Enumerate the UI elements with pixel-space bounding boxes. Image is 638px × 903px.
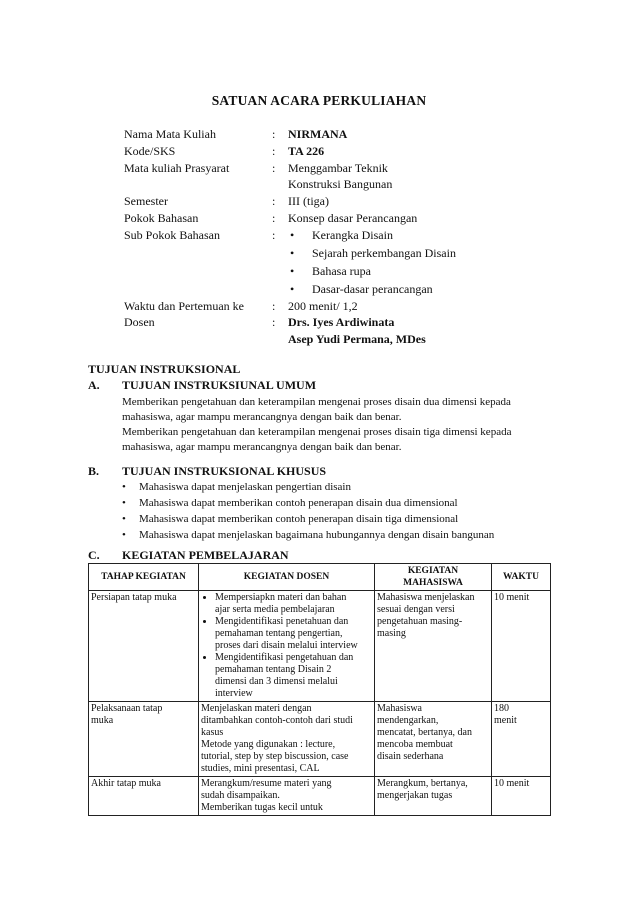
cell-line: dimensi dan 3 dimensi melalui (215, 676, 338, 687)
list-item (215, 652, 372, 700)
subtopic-item: Kerangka Disain (312, 228, 393, 242)
cell-line: sudah disampaikan. (201, 790, 280, 801)
cell-line: Metode yang digunakan : lecture, (201, 739, 336, 750)
section-letter-a: A. (88, 378, 100, 392)
cell-line: • Mempersiapkn materi dan bahan (215, 592, 347, 603)
bullet-icon: • (290, 282, 295, 296)
cell-line: pengetahuan masing- (377, 616, 463, 627)
table-row (89, 591, 551, 702)
cell-line: Mahasiswa menjelaskan (377, 592, 475, 603)
cell-line: 180 (494, 703, 509, 714)
table-cell-time: 10 menit (492, 591, 551, 702)
bullet-icon: • (290, 246, 295, 260)
info-value: Drs. Iyes Ardiwinata (288, 315, 395, 329)
table-cell-student-activity (375, 702, 492, 777)
cell-line: mengerjakan tugas (377, 790, 453, 801)
cell-line: pemahaman tentang pengertian, (215, 628, 343, 639)
table-cell-stage: Persiapan tatap muka (89, 591, 199, 702)
cell-line: masing (377, 628, 406, 639)
list-item (215, 616, 372, 652)
cell-line: Menjelaskan materi dengan (201, 703, 312, 714)
info-colon: : (272, 127, 276, 141)
info-colon: : (272, 299, 276, 313)
table-cell-time: 10 menit (492, 777, 551, 816)
bullet-icon: • (122, 497, 126, 509)
general-objective-line: mahasiswa, agar mampu merancangnya dengan baik dan benar. (122, 441, 402, 453)
bullet-icon: • (290, 228, 295, 242)
info-value: Konsep dasar Perancangan (288, 211, 418, 225)
specific-objective-text: Mahasiswa dapat menjelaskan pengertian disain (139, 481, 351, 493)
info-colon: : (272, 194, 276, 208)
section-heading-activities: KEGIATAN PEMBELAJARAN (122, 548, 289, 562)
cell-line: • Mengidentifikasi penetahuan dan (215, 616, 349, 627)
info-colon: : (272, 211, 276, 225)
cell-line: kasus (201, 727, 224, 738)
cell-line: Merangkum/resume materi yang (201, 778, 332, 789)
bullet-icon: • (122, 529, 126, 541)
info-colon: : (272, 161, 276, 175)
specific-objective-text: Mahasiswa dapat memberikan contoh penerapan disain tiga dimensional (139, 513, 459, 525)
table-header-row (89, 564, 551, 591)
cell-line: sesuai dengan versi (377, 604, 455, 615)
subtopic-item: Dasar-dasar perancangan (312, 282, 433, 296)
info-label: Semester (124, 194, 168, 208)
cell-line: Mahasiswa (377, 703, 422, 714)
table-cell-lecturer-activity (199, 702, 375, 777)
subtopic-item: Sejarah perkembangan Disain (312, 246, 456, 260)
cell-line: mencoba membuat (377, 739, 453, 750)
info-label: Pokok Bahasan (124, 211, 199, 225)
info-colon: : (272, 315, 276, 329)
cell-line: mencatat, bertanya, dan (377, 727, 472, 738)
info-label: Dosen (124, 315, 155, 329)
table-cell-stage (89, 702, 199, 777)
info-value: Konstruksi Bangunan (288, 177, 393, 191)
column-header: WAKTU (492, 564, 551, 591)
list-item (215, 592, 372, 616)
info-label: Kode/SKS (124, 144, 176, 158)
cell-line: disain sederhana (377, 751, 444, 762)
cell-line: ditambahkan contoh-contoh dari studi (201, 715, 353, 726)
section-heading-objectives: TUJUAN INSTRUKSIONAL (88, 362, 241, 376)
info-label: Nama Mata Kuliah (124, 127, 216, 141)
cell-line: Merangkum, bertanya, (377, 778, 468, 789)
table-cell-lecturer-activity (199, 591, 375, 702)
bullet-icon: • (290, 264, 295, 278)
section-letter-c: C. (88, 548, 100, 562)
cell-line: ajar serta media pembelajaran (215, 604, 335, 615)
info-colon: : (272, 228, 276, 242)
table-cell-student-activity (375, 591, 492, 702)
cell-line: menit (494, 715, 517, 726)
page-title: SATUAN ACARA PERKULIAHAN (211, 93, 427, 108)
cell-line: pemahaman tentang Disain 2 (215, 664, 332, 675)
table-cell-lecturer-activity (199, 777, 375, 816)
info-value: Asep Yudi Permana, MDes (288, 332, 426, 346)
info-value: TA 226 (288, 144, 325, 158)
specific-objective-text: Mahasiswa dapat memberikan contoh penerapan disain dua dimensional (139, 497, 458, 509)
activity-table (88, 563, 551, 816)
column-header: KEGIATAN MAHASISWA (375, 564, 492, 591)
bullet-icon: • (122, 513, 126, 525)
general-objective-line: Memberikan pengetahuan dan keterampilan mengenai proses disain tiga dimensi kepada (122, 426, 512, 438)
cell-line: proses dari disain melalui interview (215, 640, 358, 651)
section-heading-general-objective: TUJUAN INSTRUKSIUNAL UMUM (122, 378, 317, 392)
table-row (89, 702, 551, 777)
info-label: Mata kuliah Prasyarat (124, 161, 230, 175)
table-cell-student-activity (375, 777, 492, 816)
cell-line: muka (91, 715, 114, 726)
cell-line: mendengarkan, (377, 715, 439, 726)
cell-line: tutorial, step by step biscussion, case (201, 751, 349, 762)
column-header: KEGIATAN DOSEN (199, 564, 375, 591)
section-letter-b: B. (88, 464, 100, 478)
info-label: Sub Pokok Bahasan (124, 228, 220, 242)
table-row (89, 777, 551, 816)
cell-line: interview (215, 688, 253, 699)
specific-objective-text: Mahasiswa dapat menjelaskan bagaimana hubungannya dengan disain bangunan (139, 529, 495, 541)
info-value: NIRMANA (288, 127, 348, 141)
section-heading-specific-objective: TUJUAN INSTRUKSIONAL KHUSUS (122, 464, 327, 478)
cell-line: • Mengidentifikasi pengetahuan dan (215, 652, 354, 663)
bullet-icon: • (122, 481, 126, 493)
column-header: TAHAP KEGIATAN (89, 564, 199, 591)
info-value: III (tiga) (288, 194, 329, 208)
subtopic-item: Bahasa rupa (312, 264, 371, 278)
info-colon: : (272, 144, 276, 158)
general-objective-line: mahasiswa, agar mampu merancangnya dengan baik dan benar. (122, 411, 402, 423)
table-cell-stage: Akhir tatap muka (89, 777, 199, 816)
cell-line: studies, mini presentasi, CAL (201, 763, 320, 774)
general-objective-line: Memberikan pengetahuan dan keterampilan mengenai proses disain dua dimensi kepada (122, 396, 511, 408)
info-value: 200 menit/ 1,2 (288, 299, 358, 313)
info-label: Waktu dan Pertemuan ke (124, 299, 244, 313)
table-cell-time (492, 702, 551, 777)
cell-line: Pelaksanaan tatap (91, 703, 163, 714)
cell-line: Memberikan tugas kecil untuk (201, 802, 323, 813)
info-value: Menggambar Teknik (288, 161, 388, 175)
